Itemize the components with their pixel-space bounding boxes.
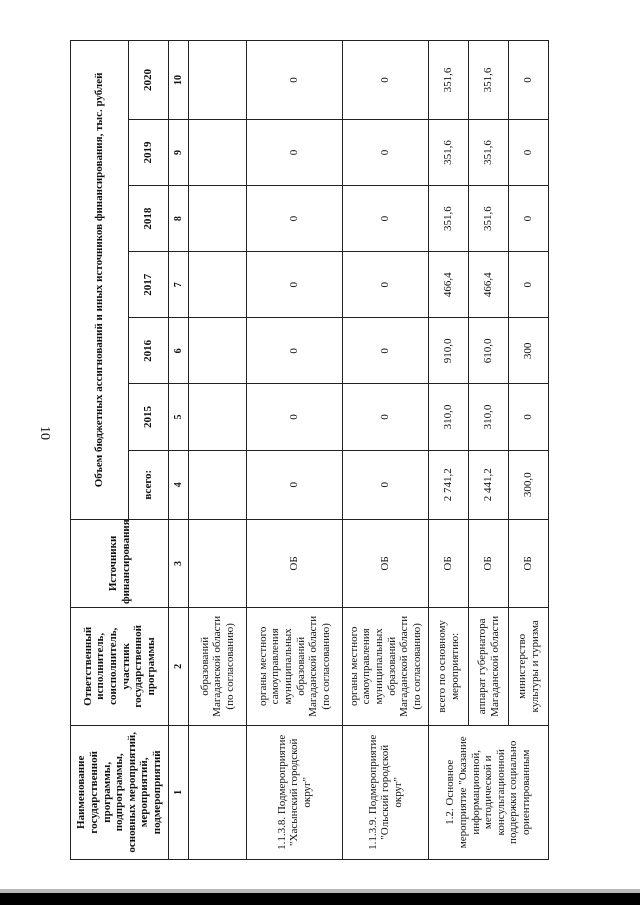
column-number: 9 [169, 119, 189, 185]
column-number: 7 [169, 252, 189, 318]
header-total: всего: [129, 450, 169, 519]
financing-table [70, 40, 549, 860]
header-year: 2018 [129, 186, 169, 252]
cell-2020 [189, 41, 247, 120]
cell-executor: аппарат губернатора Магаданской области [469, 608, 509, 726]
table-row [343, 41, 429, 860]
cell-2017: 0 [509, 252, 549, 318]
column-number: 4 [169, 450, 189, 519]
cell-2018 [189, 186, 247, 252]
cell-source: ОБ [469, 519, 509, 607]
page-number: 10 [37, 426, 52, 440]
header-year: 2019 [129, 119, 169, 185]
cell-executor: органы местного самоуправления муниципальных образований Магаданской области (по согласованию) [247, 608, 343, 726]
cell-2020: 351,6 [469, 41, 509, 120]
cell-source: ОБ [429, 519, 469, 607]
header-year: 2020 [129, 41, 169, 120]
cell-source: ОБ [509, 519, 549, 607]
cell-source: ОБ [247, 519, 343, 607]
cell-total: 0 [343, 450, 429, 519]
header-year: 2017 [129, 252, 169, 318]
cell-total: 2 741,2 [429, 450, 469, 519]
cell-total: 300,0 [509, 450, 549, 519]
cell-2019: 0 [247, 119, 343, 185]
cell-2019: 0 [343, 119, 429, 185]
cell-name: 1.2. Основное мероприятие "Оказание информационной, методической и консультационной поддержки социально ориентированным [429, 725, 549, 859]
table-row [429, 41, 469, 860]
cell-2017: 466,4 [429, 252, 469, 318]
cell-2016: 0 [343, 318, 429, 384]
cell-2017: 0 [247, 252, 343, 318]
header-name: Наименование государственной программы, подпрограммы, основных мероприятий, мероприятий, подмероприятий [71, 725, 169, 859]
rotated-table-container [70, 40, 550, 860]
scan-bottom-edge [0, 893, 640, 905]
cell-2019: 351,6 [469, 119, 509, 185]
cell-2019: 0 [509, 119, 549, 185]
cell-2017: 0 [343, 252, 429, 318]
column-number: 1 [169, 725, 189, 859]
cell-2020: 0 [509, 41, 549, 120]
cell-2017: 466,4 [469, 252, 509, 318]
cell-2015: 310,0 [429, 384, 469, 450]
cell-2020: 351,6 [429, 41, 469, 120]
cell-total: 2 441,2 [469, 450, 509, 519]
cell-executor: органы местного самоуправления муниципальных образований Магаданской области (по согласованию) [343, 608, 429, 726]
column-number: 10 [169, 41, 189, 120]
header-volume: Объем бюджетных ассигнований и иных источников финансирования, тыс. рублей [71, 41, 129, 520]
cell-2019 [189, 119, 247, 185]
cell-total [189, 450, 247, 519]
cell-source: ОБ [343, 519, 429, 607]
cell-2015: 0 [509, 384, 549, 450]
table-row [189, 41, 247, 860]
cell-2016: 0 [247, 318, 343, 384]
column-number: 2 [169, 608, 189, 726]
header-executor: Ответственный исполнитель, соисполнитель, участник государственной программы [71, 608, 169, 726]
cell-2015: 0 [343, 384, 429, 450]
cell-2020: 0 [343, 41, 429, 120]
cell-executor: всего по основному мероприятию: [429, 608, 469, 726]
cell-executor: министерство культуры и туризма [509, 608, 549, 726]
cell-2017 [189, 252, 247, 318]
cell-2015: 0 [247, 384, 343, 450]
column-number: 6 [169, 318, 189, 384]
cell-name: 1.1.3.9. Подмероприятие "Ольский городской округ" [343, 725, 429, 859]
header-source: Источники финансирования [71, 519, 169, 607]
column-number: 8 [169, 186, 189, 252]
cell-2018: 351,6 [469, 186, 509, 252]
header-year: 2015 [129, 384, 169, 450]
cell-executor: образований Магаданской области (по согласованию) [189, 608, 247, 726]
column-number-row [169, 41, 189, 860]
table-row [247, 41, 343, 860]
cell-source [189, 519, 247, 607]
cell-2018: 0 [247, 186, 343, 252]
cell-name [189, 725, 247, 859]
column-number: 5 [169, 384, 189, 450]
column-number: 3 [169, 519, 189, 607]
cell-2018: 351,6 [429, 186, 469, 252]
cell-2016: 300 [509, 318, 549, 384]
cell-2016: 910,0 [429, 318, 469, 384]
cell-total: 0 [247, 450, 343, 519]
cell-2018: 0 [343, 186, 429, 252]
cell-2016: 610,0 [469, 318, 509, 384]
header-year: 2016 [129, 318, 169, 384]
cell-2016 [189, 318, 247, 384]
cell-2018: 0 [509, 186, 549, 252]
cell-2015 [189, 384, 247, 450]
cell-name: 1.1.3.8. Подмероприятие "Хасынский городской округ" [247, 725, 343, 859]
cell-2019: 351,6 [429, 119, 469, 185]
cell-2020: 0 [247, 41, 343, 120]
cell-2015: 310,0 [469, 384, 509, 450]
